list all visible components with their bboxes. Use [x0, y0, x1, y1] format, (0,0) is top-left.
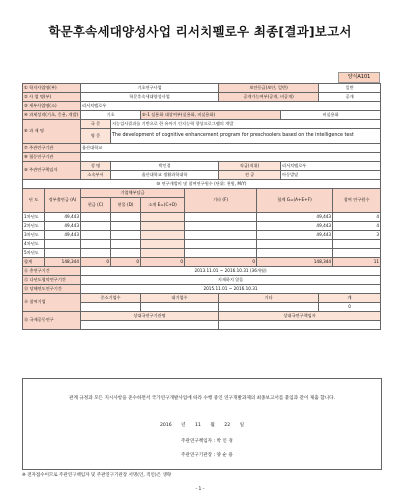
agency-period-value: 지재하지 않음	[81, 276, 381, 285]
budget-researchers	[333, 240, 381, 249]
budget-kind-header: 현물 (D)	[111, 198, 141, 213]
security-value: 일반	[319, 84, 381, 93]
year-period-label: ⑬ 당해연도연구기간	[23, 285, 81, 294]
intl-pi	[219, 321, 381, 330]
budget-year: 5차년도	[23, 249, 45, 258]
subprogram-label: ③ 세부사업명(소)	[23, 102, 81, 111]
declaration-text: 관계 규정과 모든 지시사항을 준수하면서 국가연구개발사업에 따라 수행 중인 연구개발과제의 최종보고서를 붙임과 같이 제출 합니다.	[69, 396, 335, 401]
total-period-value: 2013.11.01 ~ 2016.10.31 (36개월)	[81, 267, 381, 276]
budget-year-header: 년 도	[23, 189, 45, 213]
pi-position: 리서치펠로우	[281, 162, 381, 171]
budget-total: 49,443	[257, 222, 333, 231]
submission-date	[23, 422, 381, 428]
budget-subtotal-header: 소계 E=(C+D)	[141, 198, 185, 213]
coop-institution-label: ⑧ 협동연구기관	[23, 153, 81, 162]
budget-total	[257, 240, 333, 249]
budget-researchers: 4	[333, 222, 381, 231]
date-day: 22 일	[224, 423, 245, 428]
budget-cash-header: 현금 (C)	[81, 198, 111, 213]
participants-sme-header: 중소기업수	[81, 294, 141, 303]
budget-gov-header: 정부출연금 (A)	[45, 189, 81, 213]
participants-total: 0	[319, 303, 381, 312]
budget-total: 49,443	[257, 213, 333, 222]
disclosure-label: 공개가능여부(공개, 비공개)	[219, 93, 319, 102]
disclosure-value: 공개	[319, 93, 381, 102]
participants-large-header: 대기업수	[141, 294, 219, 303]
budget-year: 2차년도	[23, 222, 45, 231]
field-value: 기초연구사업	[81, 84, 219, 93]
project-kr-label: 국 문	[81, 120, 111, 129]
participants-other	[219, 303, 319, 312]
security-label: 보안등급(보안, 일반)	[219, 84, 319, 93]
project-en-label: 영 문	[81, 129, 111, 144]
total-period-label: ⑪ 총연구기간	[23, 267, 81, 276]
lead-institution-label: ⑦ 주관연구기관	[23, 144, 81, 153]
commercial-label: ⑤-1 실용화 대상여부(실용화, 비실용화)	[141, 111, 281, 120]
budget-total	[257, 249, 333, 258]
budget-total-header: 합계 G=(A+E+F)	[257, 189, 333, 213]
budget-sum-other: 0	[185, 258, 257, 267]
budget-gov: 49,443	[45, 213, 81, 222]
budget-researchers: 3	[333, 231, 381, 240]
participants-sme	[81, 303, 141, 312]
intl-label: ⑮ 국제공동연구	[23, 312, 81, 330]
participants-other-header: 기타	[219, 294, 319, 303]
budget-sum-gov: 148,344	[45, 258, 81, 267]
form-number-badge: 양식A101	[338, 72, 380, 83]
commercial-value: 비실용화	[281, 111, 381, 120]
budget-year: 4차년도	[23, 240, 45, 249]
page-number: - 1 -	[195, 487, 205, 492]
budget-sum-kind: 0	[111, 258, 141, 267]
pi-dept: 울산대학교 생활과학대학	[111, 171, 219, 180]
budget-year: 1차년도	[23, 213, 45, 222]
budget-gov: 49,443	[45, 231, 81, 240]
category-label: ④ 과제성격(기초, 응용, 개발)	[23, 111, 81, 120]
submission-box	[22, 378, 382, 470]
budget-total: 49,443	[257, 231, 333, 240]
pi-signature-line: 주관연구책임자 : 박 인 경	[181, 439, 233, 444]
pi-label: ⑨ 주관연구책임자	[23, 162, 81, 180]
intl-inst-header: 상대국연구기관명	[81, 312, 219, 321]
budget-researchers-header: 참여 연구원수	[333, 189, 381, 213]
date-month: 11 월	[195, 423, 215, 428]
participants-label: ⑭ 참여기업	[23, 294, 81, 312]
budget-sum-subtotal: 0	[141, 258, 185, 267]
pi-major: 아동발달	[281, 171, 381, 180]
budget-sum-label: 합계	[23, 258, 45, 267]
pi-name-label: 성 명	[81, 162, 111, 171]
budget-gov: 49,443	[45, 222, 81, 231]
page-title: 학문후속세대양성사업 리서치펠로우 최종[결과]보고서	[48, 24, 352, 39]
participants-total-header: 계	[319, 294, 381, 303]
intl-pi-header: 상대국연구책임자	[219, 312, 381, 321]
field-label: ① 학지사업명(부)	[23, 84, 81, 93]
program-value: 학문후속세대양성사업	[81, 93, 219, 102]
pi-name: 박인경	[111, 162, 219, 171]
report-form-table	[22, 83, 381, 330]
intl-inst	[81, 321, 219, 330]
project-kr-title: 지능검사결과를 기반으로 한 유아기 인지능력 향상프로그램의 개발	[111, 120, 381, 129]
budget-sum-cash: 0	[81, 258, 111, 267]
budget-heading: ⑩ 연구개발비 및 참여연구원수 (단위: 천원, M/Y)	[23, 180, 381, 189]
budget-researchers	[333, 249, 381, 258]
budget-gov	[45, 249, 81, 258]
budget-year: 3차년도	[23, 231, 45, 240]
budget-other-header: 기타 (F)	[185, 189, 257, 213]
lead-institution-value: 울산대학교	[81, 144, 381, 153]
pi-major-label: 전 공	[219, 171, 281, 180]
budget-researchers: 4	[333, 213, 381, 222]
subprogram-value: 리서치펠로우	[81, 102, 381, 111]
budget-private-header: 기업체부담금	[81, 189, 185, 198]
date-year: 2016 년	[159, 423, 186, 428]
budget-sum-total: 148,344	[257, 258, 333, 267]
category-value: 기초	[81, 111, 141, 120]
project-label: ⑥ 과 제 명	[23, 120, 81, 144]
head-signature-line: 주관연구기관장 : 양 순 용	[181, 453, 233, 458]
coop-institution-value	[81, 153, 381, 162]
participants-large	[141, 303, 219, 312]
budget-sum-researchers: 11	[333, 258, 381, 267]
agency-period-label: ⑫ 다년도협약연구기간	[23, 276, 81, 285]
signature-note: ※ 전자접수이므로 주관연구책임자 및 주관연구기관장 서명(인, 직인)은 생략	[22, 473, 172, 478]
pi-position-label: 직급(직위)	[219, 162, 281, 171]
budget-gov	[45, 240, 81, 249]
year-period-value: 2015.11.01 ~ 2016.10.31	[81, 285, 381, 294]
pi-dept-label: 소속부서	[81, 171, 111, 180]
project-en-title: The development of cognitive enhancement program for preschoolers based on the intelligence test	[111, 129, 381, 144]
program-label: ② 사 업 명(부)	[23, 93, 81, 102]
